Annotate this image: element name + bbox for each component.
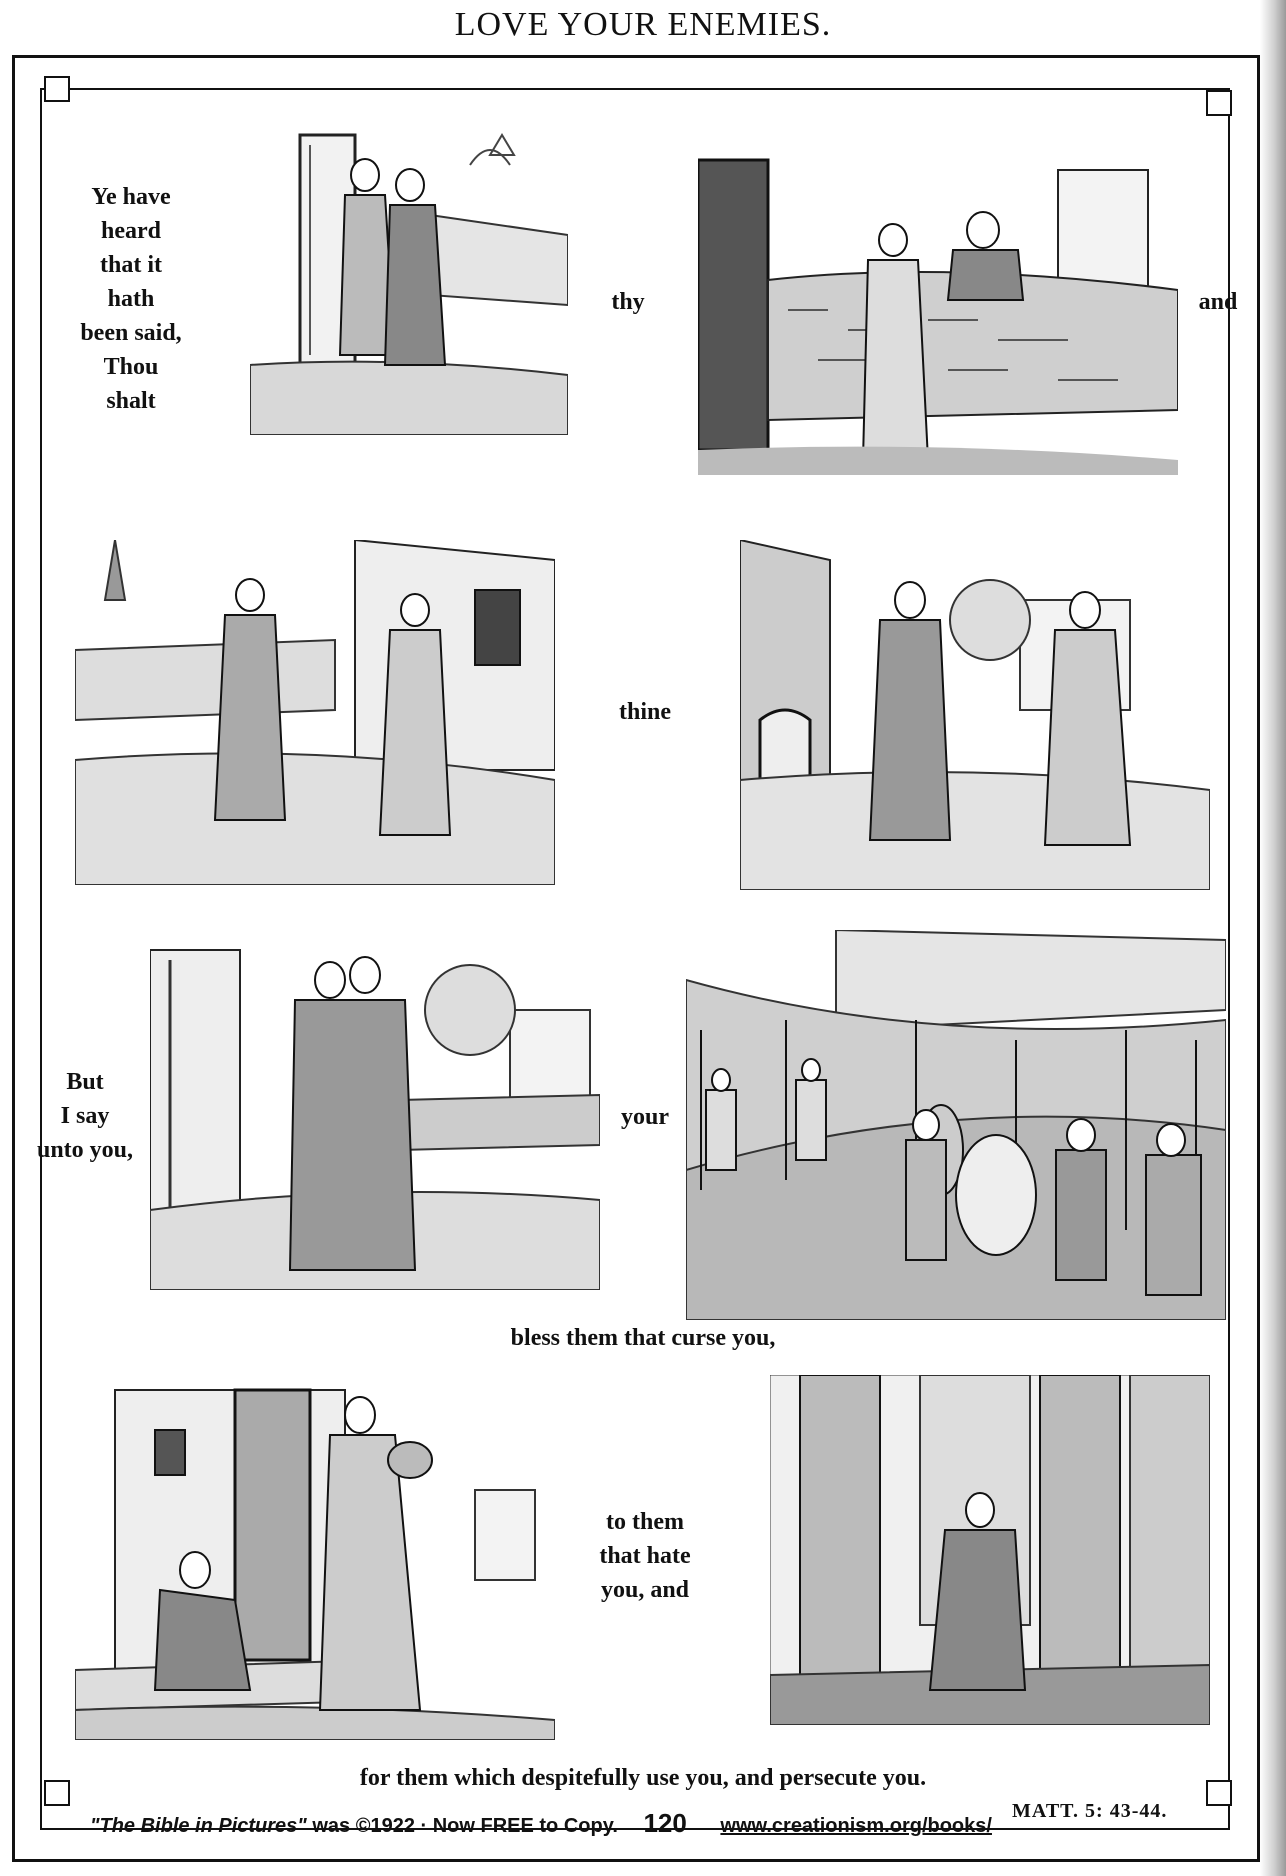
word-but-i-say: But I say unto you, — [36, 1069, 134, 1163]
word-your: your — [621, 1104, 669, 1130]
illustration-giving-to-poor — [75, 1370, 555, 1740]
illustration-two-men-walking — [250, 125, 568, 435]
illustration-men-at-wall — [698, 150, 1178, 475]
illustration-man-praying — [770, 1375, 1210, 1725]
website-link[interactable]: www.creationism.org/books/ — [720, 1815, 992, 1837]
caption-bless-them: bless them that curse you, — [510, 1325, 776, 1351]
word-to-them-that-hate: to them that hate you, and — [599, 1509, 691, 1603]
page-number: 120 — [643, 1808, 687, 1838]
word-thine: thine — [618, 699, 671, 725]
caption-closing: for them which despitefully use you, and persecute you. — [359, 1765, 927, 1791]
illustration-soldiers — [686, 930, 1226, 1320]
book-title: "The Bible in Pictures" — [90, 1815, 307, 1837]
corner-ornament-top-left — [44, 76, 70, 102]
illustration-men-embracing — [150, 930, 600, 1290]
illustration-men-walking-apart — [75, 540, 555, 885]
scan-edge-shadow — [1260, 0, 1286, 1876]
word-and: and — [1198, 289, 1238, 315]
illustration-men-facing — [740, 540, 1210, 890]
word-ye-have-heard: Ye have heard that it hath been said, Thou shalt — [80, 184, 182, 414]
word-thy: thy — [611, 289, 645, 315]
page-title: LOVE YOUR ENEMIES. — [454, 6, 832, 43]
copyright-text: was ©1922 · Now FREE to Copy. — [312, 1815, 618, 1837]
scripture-reference: MATT. 5: 43-44. — [1012, 1800, 1168, 1822]
footer-credit — [90, 1808, 992, 1839]
corner-ornament-top-right — [1206, 90, 1232, 116]
